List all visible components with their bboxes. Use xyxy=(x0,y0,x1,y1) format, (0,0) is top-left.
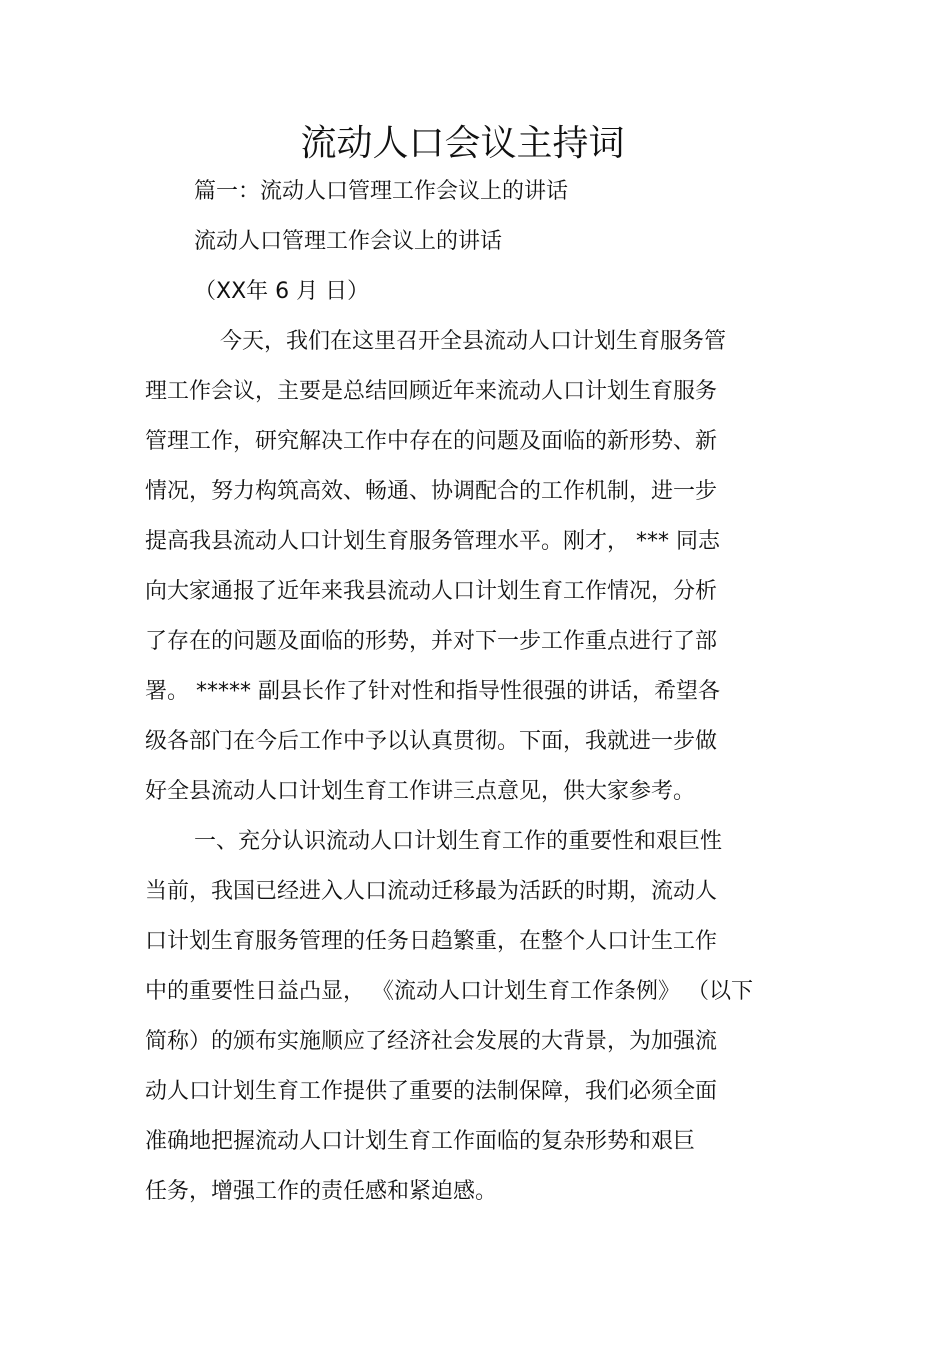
paragraph-line: 今天，我们在这里召开全县流动人口计划生育服务管 xyxy=(220,329,727,354)
paragraph-line: 任务，增强工作的责任感和紧迫感。 xyxy=(145,1179,498,1204)
paragraph-line: 中的重要性日益凸显， 《流动人口计划生育工作条例》 （以下 xyxy=(145,979,753,1004)
paragraph-line: 向大家通报了近年来我县流动人口计划生育工作情况，分析 xyxy=(145,579,718,604)
paragraph-line: 管理工作，研究解决工作中存在的问题及面临的新形势、新 xyxy=(145,429,718,454)
paragraph-line: 情况，努力构筑高效、畅通、协调配合的工作机制，进一步 xyxy=(145,479,718,504)
subtitle-part-one: 篇一：流动人口管理工作会议上的讲话 xyxy=(194,179,569,204)
paragraph-line: 准确地把握流动人口计划生育工作面临的复杂形势和艰巨 xyxy=(145,1129,696,1154)
paragraph-line: 了存在的问题及面临的形势，并对下一步工作重点进行了部 xyxy=(145,629,718,654)
document-title: 流动人口会议主持词 xyxy=(300,123,625,164)
paragraph-line: 当前，我国已经进入人口流动迁移最为活跃的时期，流动人 xyxy=(145,879,718,904)
subtitle-speech: 流动人口管理工作会议上的讲话 xyxy=(194,229,503,254)
section-heading: 一、充分认识流动人口计划生育工作的重要性和艰巨性 xyxy=(194,829,723,854)
paragraph-line: 动人口计划生育工作提供了重要的法制保障，我们必须全面 xyxy=(145,1079,718,1104)
paragraph-line: 署。 ***** 副县长作了针对性和指导性很强的讲话，希望各 xyxy=(145,679,720,704)
paragraph-line: 简称）的颁布实施顺应了经济社会发展的大背景，为加强流 xyxy=(145,1029,718,1054)
paragraph-line: 提高我县流动人口计划生育服务管理水平。刚才， *** 同志 xyxy=(145,529,720,554)
date-line: （XX年 6 月 日） xyxy=(194,279,370,304)
paragraph-line: 口计划生育服务管理的任务日趋繁重，在整个人口计生工作 xyxy=(145,929,718,954)
paragraph-line: 级各部门在今后工作中予以认真贯彻。下面，我就进一步做 xyxy=(145,729,718,754)
paragraph-line: 理工作会议，主要是总结回顾近年来流动人口计划生育服务 xyxy=(145,379,718,404)
paragraph-line: 好全县流动人口计划生育工作讲三点意见，供大家参考。 xyxy=(145,779,696,804)
